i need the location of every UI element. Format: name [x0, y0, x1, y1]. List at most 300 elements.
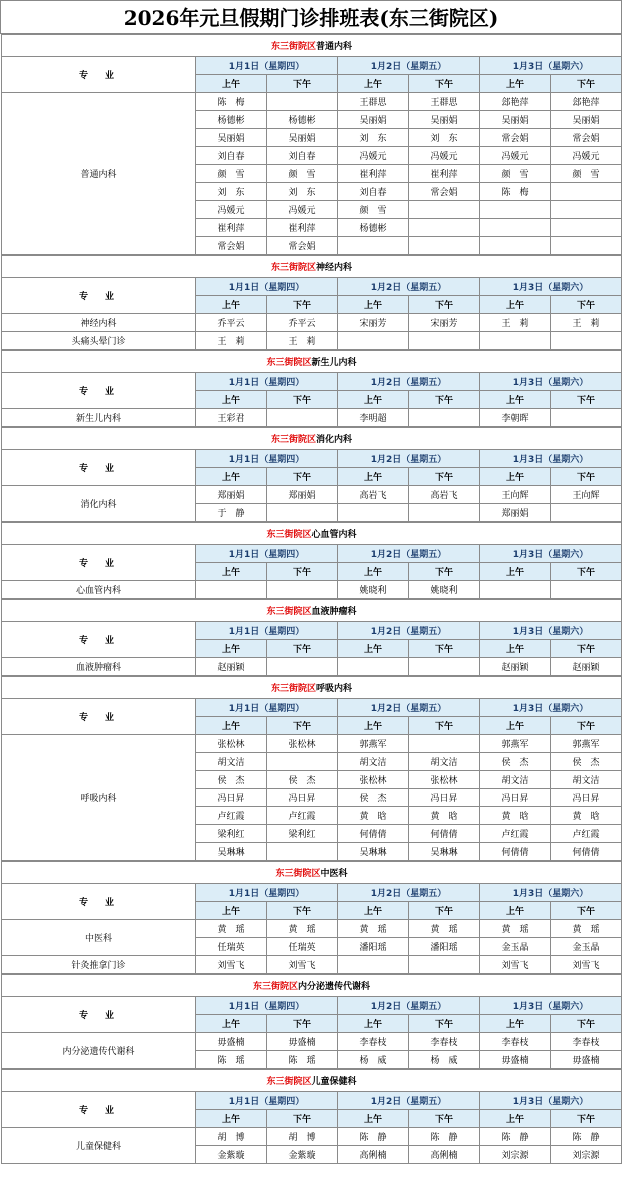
section-title-row	[2, 428, 622, 450]
date-header: 1月3日（星期六）	[480, 278, 622, 296]
doctor-cell: 何倩倩	[338, 825, 409, 843]
date-header: 1月1日（星期四）	[196, 278, 338, 296]
specialty-label: 呼吸内科	[2, 735, 196, 861]
am-header: 上午	[480, 468, 551, 486]
section-title	[2, 523, 622, 545]
doctor-cell: 冯媛元	[551, 147, 622, 165]
campus-name: 东三街院区	[266, 607, 312, 617]
specialty-header: 专 业	[2, 622, 196, 658]
doctor-cell: 黄 瑶	[480, 920, 551, 938]
specialty-header: 专 业	[2, 450, 196, 486]
doctor-cell: 刘 东	[196, 183, 267, 201]
doctor-cell: 王向辉	[480, 486, 551, 504]
date-header: 1月3日（星期六）	[480, 57, 622, 75]
am-header: 上午	[196, 296, 267, 314]
date-header: 1月2日（星期五）	[338, 1092, 480, 1110]
section-title-row	[2, 523, 622, 545]
date-header: 1月1日（星期四）	[196, 1092, 338, 1110]
date-header-row	[2, 450, 622, 468]
section-title	[2, 862, 622, 884]
specialty-label: 新生儿内科	[2, 409, 196, 427]
specialty-header: 专 业	[2, 57, 196, 93]
doctor-cell	[480, 581, 551, 599]
am-header: 上午	[338, 717, 409, 735]
date-header-row	[2, 997, 622, 1015]
date-header: 1月2日（星期五）	[338, 622, 480, 640]
doctor-cell: 杨德彬	[196, 111, 267, 129]
specialty-label: 针灸推拿门诊	[2, 956, 196, 974]
table-row	[2, 658, 622, 676]
pm-header: 下午	[551, 902, 622, 920]
table-row	[2, 581, 622, 599]
doctor-cell: 毋盛楠	[267, 1033, 338, 1051]
department-name: 消化内科	[316, 435, 353, 445]
doctor-cell: 卢红霞	[196, 807, 267, 825]
doctor-cell: 冯日昇	[196, 789, 267, 807]
specialty-header: 专 业	[2, 884, 196, 920]
doctor-cell	[267, 658, 338, 676]
doctor-cell: 李朝晖	[480, 409, 551, 427]
doctor-cell: 颜 雪	[480, 165, 551, 183]
doctor-cell: 王 莉	[267, 332, 338, 350]
doctor-cell: 胡文洁	[409, 753, 480, 771]
date-header: 1月2日（星期五）	[338, 884, 480, 902]
doctor-cell: 郭燕军	[480, 735, 551, 753]
pm-header: 下午	[409, 1015, 480, 1033]
doctor-cell: 王彩君	[196, 409, 267, 427]
doctor-cell: 李春枝	[338, 1033, 409, 1051]
doctor-cell: 高俐楠	[338, 1146, 409, 1164]
doctor-cell	[409, 735, 480, 753]
page-title: 2026年元旦假期门诊排班表(东三街院区)	[0, 0, 622, 34]
doctor-cell: 胡文洁	[480, 771, 551, 789]
doctor-cell: 吴丽娟	[267, 129, 338, 147]
date-header: 1月1日（星期四）	[196, 884, 338, 902]
pm-header: 下午	[409, 563, 480, 581]
department-name: 内分泌遗传代谢科	[298, 982, 371, 992]
department-name: 血液肿瘤科	[311, 607, 357, 617]
doctor-cell: 高岩飞	[409, 486, 480, 504]
date-header: 1月3日（星期六）	[480, 699, 622, 717]
section-title-row	[2, 1070, 622, 1092]
sections-container	[0, 34, 622, 1164]
section-table	[1, 350, 622, 427]
date-header: 1月1日（星期四）	[196, 699, 338, 717]
doctor-cell: 陈 梅	[196, 93, 267, 111]
doctor-cell: 黄 晗	[551, 807, 622, 825]
doctor-cell: 乔平云	[196, 314, 267, 332]
doctor-cell	[409, 237, 480, 255]
doctor-cell: 黄 瑶	[267, 920, 338, 938]
specialty-header: 专 业	[2, 699, 196, 735]
specialty-label: 血液肿瘤科	[2, 658, 196, 676]
specialty-label: 心血管内科	[2, 581, 196, 599]
doctor-cell: 毋盛楠	[551, 1051, 622, 1069]
doctor-cell: 李春枝	[551, 1033, 622, 1051]
doctor-cell: 胡 博	[196, 1128, 267, 1146]
doctor-cell	[480, 332, 551, 350]
doctor-cell	[551, 409, 622, 427]
doctor-cell: 郭燕军	[338, 735, 409, 753]
specialty-label: 头痛头晕门诊	[2, 332, 196, 350]
am-header: 上午	[480, 1110, 551, 1128]
doctor-cell: 金玉晶	[480, 938, 551, 956]
doctor-cell	[480, 201, 551, 219]
doctor-cell: 张松林	[196, 735, 267, 753]
am-header: 上午	[338, 1110, 409, 1128]
doctor-cell: 任瑞英	[267, 938, 338, 956]
doctor-cell: 郐艳萍	[480, 93, 551, 111]
date-header: 1月2日（星期五）	[338, 373, 480, 391]
specialty-label: 儿童保健科	[2, 1128, 196, 1164]
date-header-row	[2, 622, 622, 640]
section-title	[2, 35, 622, 57]
doctor-cell: 侯 杰	[551, 753, 622, 771]
doctor-cell	[267, 504, 338, 522]
doctor-cell	[551, 201, 622, 219]
doctor-cell: 李明超	[338, 409, 409, 427]
pm-header: 下午	[267, 1015, 338, 1033]
doctor-cell	[409, 658, 480, 676]
doctor-cell: 崔利萍	[409, 165, 480, 183]
doctor-cell: 王向辉	[551, 486, 622, 504]
doctor-cell: 赵丽颖	[551, 658, 622, 676]
date-header-row	[2, 699, 622, 717]
section-table	[1, 427, 622, 522]
doctor-cell: 刘雪飞	[196, 956, 267, 974]
section-title-row	[2, 351, 622, 373]
doctor-cell	[480, 219, 551, 237]
doctor-cell: 郑丽娟	[480, 504, 551, 522]
am-header: 上午	[480, 902, 551, 920]
date-header: 1月1日（星期四）	[196, 450, 338, 468]
doctor-cell	[267, 581, 338, 599]
doctor-cell: 胡 博	[267, 1128, 338, 1146]
doctor-cell: 冯媛元	[338, 147, 409, 165]
doctor-cell: 刘自春	[267, 147, 338, 165]
doctor-cell	[338, 956, 409, 974]
doctor-cell: 陈 梅	[480, 183, 551, 201]
am-header: 上午	[196, 468, 267, 486]
doctor-cell: 吴琳琳	[409, 843, 480, 861]
doctor-cell: 吴琳琳	[196, 843, 267, 861]
date-header: 1月3日（星期六）	[480, 450, 622, 468]
doctor-cell: 陈 瑶	[196, 1051, 267, 1069]
doctor-cell	[338, 504, 409, 522]
doctor-cell: 崔利萍	[338, 165, 409, 183]
doctor-cell: 潘阳瑶	[338, 938, 409, 956]
table-row	[2, 409, 622, 427]
doctor-cell	[551, 504, 622, 522]
section-title	[2, 351, 622, 373]
doctor-cell: 杨 威	[409, 1051, 480, 1069]
doctor-cell: 郑丽娟	[267, 486, 338, 504]
doctor-cell: 刘自春	[338, 183, 409, 201]
table-row	[2, 735, 622, 753]
campus-name: 东三街院区	[275, 869, 321, 879]
am-header: 上午	[196, 391, 267, 409]
section-title	[2, 256, 622, 278]
doctor-cell: 冯媛元	[409, 147, 480, 165]
doctor-cell: 王群思	[409, 93, 480, 111]
doctor-cell: 黄 晗	[480, 807, 551, 825]
doctor-cell: 何倩倩	[409, 825, 480, 843]
doctor-cell: 黄 瑶	[196, 920, 267, 938]
section-title	[2, 975, 622, 997]
doctor-cell: 刘宗源	[480, 1146, 551, 1164]
doctor-cell	[409, 219, 480, 237]
pm-header: 下午	[409, 640, 480, 658]
department-name: 儿童保健科	[311, 1077, 357, 1087]
department-name: 中医科	[320, 869, 348, 879]
section-title-row	[2, 975, 622, 997]
doctor-cell: 吴丽娟	[480, 111, 551, 129]
doctor-cell: 冯日昇	[409, 789, 480, 807]
doctor-cell: 崔利萍	[196, 219, 267, 237]
doctor-cell: 陈 静	[551, 1128, 622, 1146]
doctor-cell	[480, 237, 551, 255]
pm-header: 下午	[409, 1110, 480, 1128]
table-row	[2, 486, 622, 504]
specialty-header: 专 业	[2, 1092, 196, 1128]
am-header: 上午	[480, 1015, 551, 1033]
doctor-cell: 侯 杰	[338, 789, 409, 807]
pm-header: 下午	[267, 391, 338, 409]
doctor-cell	[409, 201, 480, 219]
pm-header: 下午	[267, 717, 338, 735]
doctor-cell: 常会娟	[480, 129, 551, 147]
doctor-cell: 侯 杰	[480, 753, 551, 771]
doctor-cell: 常会娟	[267, 237, 338, 255]
pm-header: 下午	[551, 1110, 622, 1128]
table-row	[2, 93, 622, 111]
pm-header: 下午	[551, 391, 622, 409]
pm-header: 下午	[551, 1015, 622, 1033]
doctor-cell: 常会娟	[409, 183, 480, 201]
doctor-cell: 郑丽娟	[196, 486, 267, 504]
doctor-cell	[551, 219, 622, 237]
table-row	[2, 920, 622, 938]
doctor-cell: 金玉晶	[551, 938, 622, 956]
section-title-row	[2, 600, 622, 622]
doctor-cell: 宋丽芳	[409, 314, 480, 332]
section-table	[1, 676, 622, 861]
am-header: 上午	[480, 640, 551, 658]
doctor-cell: 宋丽芳	[338, 314, 409, 332]
section-table	[1, 255, 622, 350]
am-header: 上午	[338, 75, 409, 93]
doctor-cell: 黄 晗	[409, 807, 480, 825]
doctor-cell	[551, 332, 622, 350]
am-header: 上午	[196, 563, 267, 581]
doctor-cell: 刘 东	[267, 183, 338, 201]
section-title-row	[2, 862, 622, 884]
doctor-cell: 冯媛元	[267, 201, 338, 219]
doctor-cell	[551, 183, 622, 201]
doctor-cell: 侯 杰	[267, 771, 338, 789]
doctor-cell: 吴丽娟	[409, 111, 480, 129]
doctor-cell	[409, 504, 480, 522]
specialty-header: 专 业	[2, 545, 196, 581]
doctor-cell	[409, 956, 480, 974]
doctor-cell: 梁利红	[267, 825, 338, 843]
doctor-cell: 陈 瑶	[267, 1051, 338, 1069]
doctor-cell: 赵丽颖	[196, 658, 267, 676]
date-header: 1月3日（星期六）	[480, 1092, 622, 1110]
doctor-cell: 吴琳琳	[338, 843, 409, 861]
am-header: 上午	[480, 391, 551, 409]
doctor-cell: 颜 雪	[196, 165, 267, 183]
table-row	[2, 1033, 622, 1051]
doctor-cell: 李春枝	[480, 1033, 551, 1051]
specialty-label: 普通内科	[2, 93, 196, 255]
doctor-cell: 金紫璇	[196, 1146, 267, 1164]
doctor-cell: 冯日昇	[267, 789, 338, 807]
section-table	[1, 974, 622, 1069]
campus-name: 东三街院区	[266, 530, 312, 540]
table-row	[2, 332, 622, 350]
doctor-cell: 刘 东	[409, 129, 480, 147]
section-title-row	[2, 677, 622, 699]
date-header-row	[2, 1092, 622, 1110]
section-title	[2, 1070, 622, 1092]
date-header: 1月3日（星期六）	[480, 622, 622, 640]
doctor-cell	[551, 581, 622, 599]
doctor-cell: 常会娟	[551, 129, 622, 147]
doctor-cell: 崔利萍	[267, 219, 338, 237]
date-header: 1月2日（星期五）	[338, 545, 480, 563]
doctor-cell: 卢红霞	[480, 825, 551, 843]
date-header: 1月2日（星期五）	[338, 278, 480, 296]
doctor-cell: 毋盛楠	[480, 1051, 551, 1069]
section-table	[1, 599, 622, 676]
campus-name: 东三街院区	[270, 263, 316, 273]
am-header: 上午	[480, 717, 551, 735]
doctor-cell: 颜 雪	[267, 165, 338, 183]
section-title	[2, 600, 622, 622]
doctor-cell: 郐艳萍	[551, 93, 622, 111]
doctor-cell: 高岩飞	[338, 486, 409, 504]
am-header: 上午	[480, 75, 551, 93]
campus-name: 东三街院区	[252, 982, 298, 992]
pm-header: 下午	[551, 640, 622, 658]
pm-header: 下午	[267, 640, 338, 658]
date-header-row	[2, 545, 622, 563]
pm-header: 下午	[267, 75, 338, 93]
doctor-cell: 张松林	[409, 771, 480, 789]
pm-header: 下午	[267, 563, 338, 581]
specialty-header: 专 业	[2, 373, 196, 409]
pm-header: 下午	[551, 468, 622, 486]
pm-header: 下午	[409, 391, 480, 409]
am-header: 上午	[338, 1015, 409, 1033]
pm-header: 下午	[551, 75, 622, 93]
doctor-cell: 陈 静	[480, 1128, 551, 1146]
doctor-cell: 冯媛元	[196, 201, 267, 219]
doctor-cell: 张松林	[338, 771, 409, 789]
date-header-row	[2, 884, 622, 902]
campus-name: 东三街院区	[270, 42, 316, 52]
section-title	[2, 428, 622, 450]
department-name: 普通内科	[316, 42, 353, 52]
table-row	[2, 314, 622, 332]
doctor-cell: 黄 瑶	[409, 920, 480, 938]
am-header: 上午	[338, 296, 409, 314]
doctor-cell: 乔平云	[267, 314, 338, 332]
date-header: 1月1日（星期四）	[196, 622, 338, 640]
am-header: 上午	[338, 468, 409, 486]
doctor-cell: 姚晓利	[409, 581, 480, 599]
table-row	[2, 956, 622, 974]
date-header-row	[2, 57, 622, 75]
date-header-row	[2, 278, 622, 296]
doctor-cell: 刘雪飞	[480, 956, 551, 974]
doctor-cell: 梁利红	[196, 825, 267, 843]
doctor-cell: 王 莉	[196, 332, 267, 350]
doctor-cell: 张松林	[267, 735, 338, 753]
doctor-cell: 郭燕军	[551, 735, 622, 753]
am-header: 上午	[196, 717, 267, 735]
pm-header: 下午	[409, 296, 480, 314]
department-name: 心血管内科	[311, 530, 357, 540]
date-header: 1月1日（星期四）	[196, 373, 338, 391]
section-table	[1, 1069, 622, 1164]
pm-header: 下午	[409, 902, 480, 920]
table-row	[2, 1128, 622, 1146]
doctor-cell: 卢红霞	[551, 825, 622, 843]
doctor-cell: 刘雪飞	[267, 956, 338, 974]
specialty-label: 神经内科	[2, 314, 196, 332]
date-header: 1月1日（星期四）	[196, 545, 338, 563]
am-header: 上午	[196, 902, 267, 920]
am-header: 上午	[480, 296, 551, 314]
doctor-cell: 王 莉	[551, 314, 622, 332]
doctor-cell: 卢红霞	[267, 807, 338, 825]
campus-name: 东三街院区	[270, 684, 316, 694]
doctor-cell: 颜 雪	[551, 165, 622, 183]
doctor-cell: 吴丽娟	[196, 129, 267, 147]
doctor-cell: 刘 东	[338, 129, 409, 147]
date-header: 1月3日（星期六）	[480, 545, 622, 563]
am-header: 上午	[196, 1110, 267, 1128]
doctor-cell	[267, 843, 338, 861]
department-name: 神经内科	[316, 263, 353, 273]
doctor-cell: 黄 瑶	[551, 920, 622, 938]
doctor-cell	[409, 409, 480, 427]
specialty-header: 专 业	[2, 278, 196, 314]
pm-header: 下午	[267, 1110, 338, 1128]
doctor-cell	[338, 332, 409, 350]
am-header: 上午	[338, 902, 409, 920]
am-header: 上午	[196, 640, 267, 658]
campus-name: 东三街院区	[270, 435, 316, 445]
pm-header: 下午	[551, 296, 622, 314]
doctor-cell: 胡文洁	[551, 771, 622, 789]
am-header: 上午	[338, 391, 409, 409]
doctor-cell	[338, 658, 409, 676]
doctor-cell: 刘自春	[196, 147, 267, 165]
doctor-cell	[267, 753, 338, 771]
date-header: 1月3日（星期六）	[480, 373, 622, 391]
doctor-cell	[551, 237, 622, 255]
doctor-cell: 刘宗源	[551, 1146, 622, 1164]
department-name: 呼吸内科	[316, 684, 353, 694]
doctor-cell: 吴丽娟	[551, 111, 622, 129]
doctor-cell: 刘雪飞	[551, 956, 622, 974]
section-table	[1, 861, 622, 974]
doctor-cell: 王群思	[338, 93, 409, 111]
doctor-cell: 胡文洁	[196, 753, 267, 771]
